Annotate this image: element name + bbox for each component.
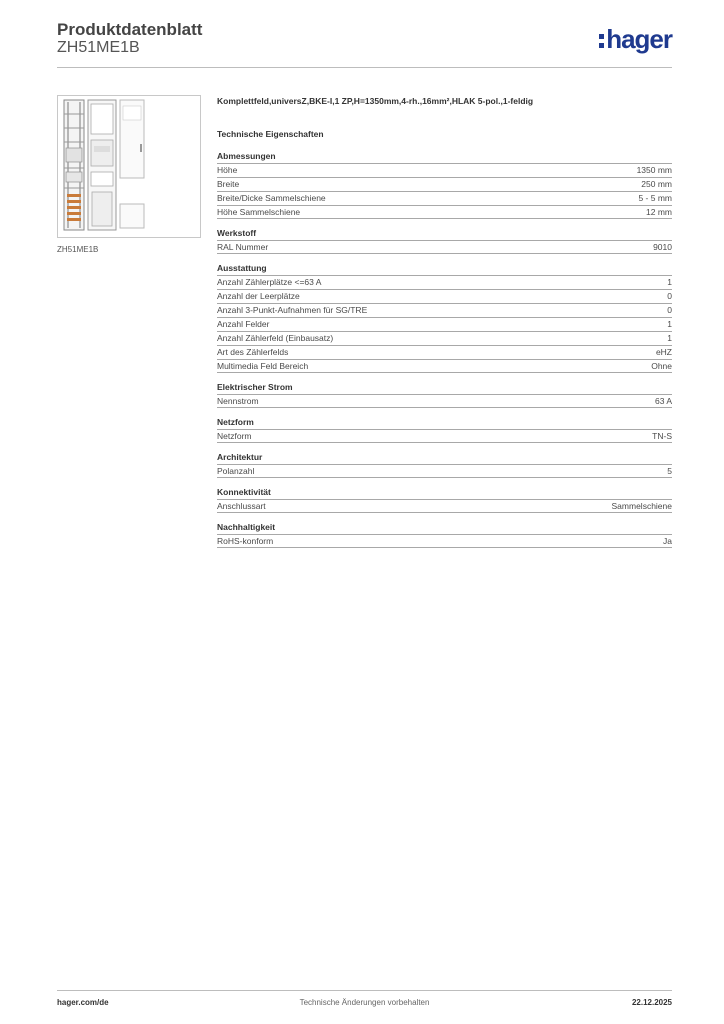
spec-row	[217, 177, 672, 191]
spec-value: 63 A	[654, 396, 672, 406]
spec-value: eHZ	[655, 347, 672, 357]
spec-row	[217, 289, 672, 303]
spec-label: Höhe Sammelschiene	[217, 207, 301, 217]
spec-label: Anzahl Zählerfeld (Einbausatz)	[217, 333, 334, 343]
document-title: Produktdatenblatt	[57, 20, 203, 39]
footer-note: Technische Änderungen vorbehalten	[299, 998, 430, 1007]
article-number: ZH51ME1B	[57, 39, 140, 56]
spec-value: 1350 mm	[636, 165, 672, 175]
spec-rows	[217, 275, 672, 373]
spec-value: TN-S	[652, 431, 672, 441]
product-details	[217, 95, 672, 557]
section-title: Werkstoff	[217, 228, 257, 238]
spec-value: 9010	[653, 242, 672, 252]
spec-value: Ja	[663, 536, 672, 546]
section-title: Abmessungen	[217, 151, 276, 161]
page-header	[57, 20, 672, 68]
image-caption: ZH51ME1B	[57, 245, 99, 254]
spec-row	[217, 191, 672, 205]
spec-rows	[217, 394, 672, 408]
header-divider	[57, 67, 672, 68]
spec-label: Breite/Dicke Sammelschiene	[217, 193, 326, 203]
spec-label: Multimedia Feld Bereich	[217, 361, 309, 371]
spec-row	[217, 534, 672, 548]
spec-section	[217, 522, 672, 548]
spec-label: Breite	[217, 179, 240, 189]
spec-value: Sammelschiene	[611, 501, 672, 511]
spec-row	[217, 499, 672, 513]
spec-section	[217, 452, 672, 478]
spec-row	[217, 275, 672, 289]
spec-label: Anzahl Felder	[217, 319, 270, 329]
footer-website[interactable]: hager.com/de	[57, 998, 109, 1007]
spec-label: Art des Zählerfelds	[217, 347, 289, 357]
spec-label: Anschlussart	[217, 501, 266, 511]
section-title: Nachhaltigkeit	[217, 522, 276, 532]
spec-label: Anzahl der Leerplätze	[217, 291, 300, 301]
section-title: Ausstattung	[217, 263, 267, 273]
footer-divider	[57, 990, 672, 991]
logo-dots-icon	[599, 34, 604, 48]
spec-row	[217, 464, 672, 478]
section-title: Konnektivität	[217, 487, 271, 497]
spec-label: Netzform	[217, 431, 252, 441]
spec-value: 1	[667, 277, 672, 287]
spec-section	[217, 417, 672, 443]
spec-value: 0	[667, 305, 672, 315]
section-title: Architektur	[217, 452, 263, 462]
spec-label: Nennstrom	[217, 396, 259, 406]
section-title: Elektrischer Strom	[217, 382, 293, 392]
spec-label: Höhe	[217, 165, 238, 175]
spec-label: RoHS-konform	[217, 536, 274, 546]
spec-value: 250 mm	[641, 179, 672, 189]
spec-row	[217, 359, 672, 373]
meter-cabinet-illustration-icon	[58, 96, 200, 237]
product-description: Komplettfeld,universZ,BKE-I,1 ZP,H=1350mm,4-rh.,16mm²,HLAK 5-pol.,1-feldig	[217, 96, 534, 106]
spec-row	[217, 303, 672, 317]
product-image	[57, 95, 201, 238]
logo-text: hager	[606, 23, 672, 54]
spec-row	[217, 429, 672, 443]
spec-value: Ohne	[651, 361, 672, 371]
spec-row	[217, 394, 672, 408]
spec-row	[217, 240, 672, 254]
spec-row	[217, 345, 672, 359]
section-title: Netzform	[217, 417, 254, 427]
spec-row	[217, 163, 672, 177]
spec-rows	[217, 534, 672, 548]
spec-row	[217, 317, 672, 331]
spec-value: 1	[667, 333, 672, 343]
spec-rows	[217, 429, 672, 443]
spec-rows	[217, 499, 672, 513]
spec-value: 5 - 5 mm	[638, 193, 672, 203]
spec-rows	[217, 163, 672, 219]
spec-section	[217, 228, 672, 254]
spec-section	[217, 263, 672, 373]
spec-row	[217, 331, 672, 345]
spec-value: 12 mm	[646, 207, 672, 217]
tech-heading: Technische Eigenschaften	[217, 129, 324, 139]
spec-section	[217, 151, 672, 219]
footer-date: 22.12.2025	[631, 998, 672, 1007]
spec-section	[217, 382, 672, 408]
spec-label: RAL Nummer	[217, 242, 269, 252]
spec-label: Anzahl Zählerplätze <=63 A	[217, 277, 322, 287]
spec-value: 0	[667, 291, 672, 301]
spec-value: 5	[667, 466, 672, 476]
spec-section	[217, 487, 672, 513]
spec-row	[217, 205, 672, 219]
spec-label: Polanzahl	[217, 466, 255, 476]
spec-value: 1	[667, 319, 672, 329]
spec-label: Anzahl 3-Punkt-Aufnahmen für SG/TRE	[217, 305, 368, 315]
spec-rows	[217, 240, 672, 254]
spec-sections	[217, 151, 672, 548]
spec-rows	[217, 464, 672, 478]
hager-logo	[599, 24, 672, 54]
